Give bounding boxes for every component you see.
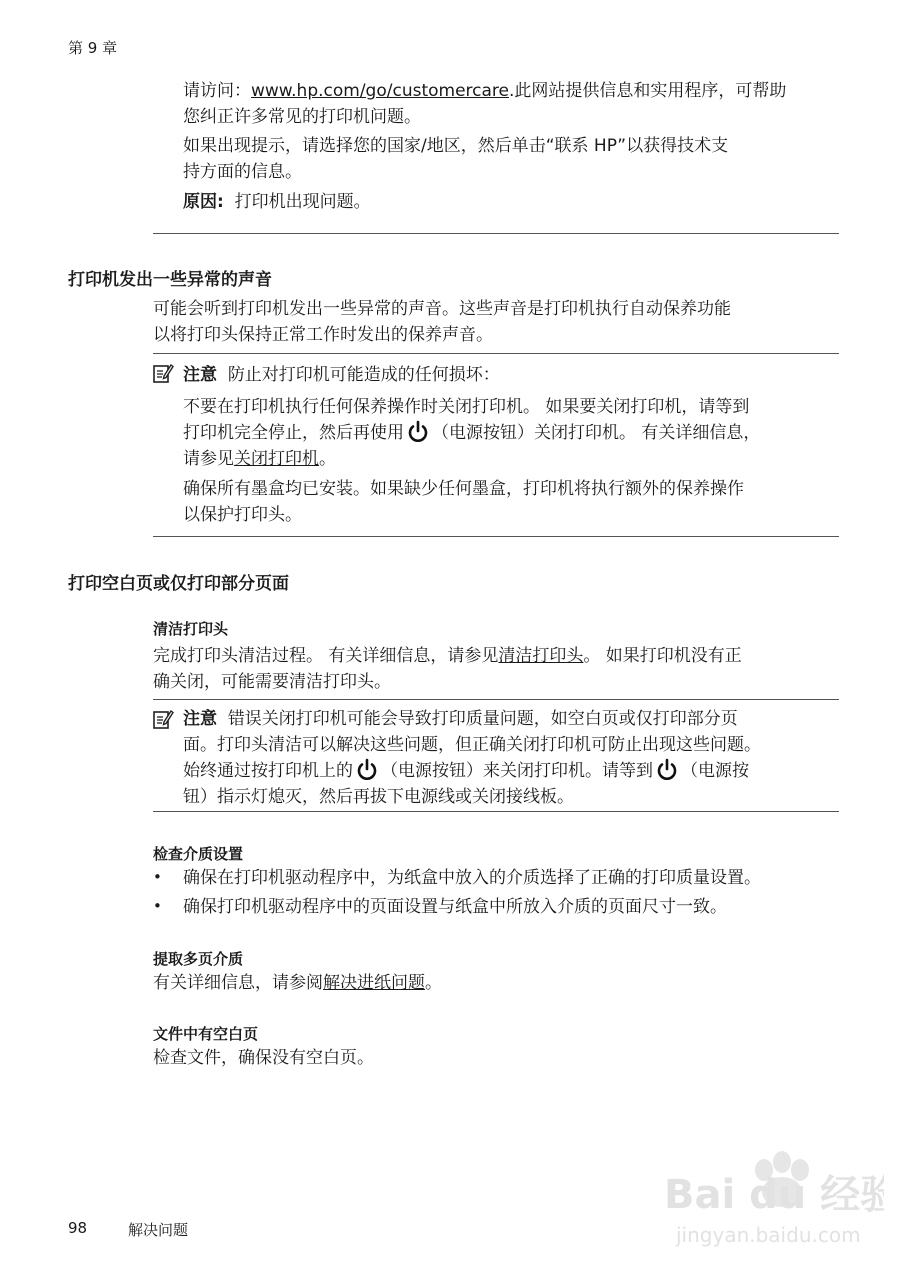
- note2-label: 注意: [183, 709, 217, 729]
- note-label: 注意: [183, 365, 217, 385]
- customercare-link[interactable]: www.hp.com/go/customercare: [251, 81, 509, 101]
- power-off-link[interactable]: 关闭打印机: [234, 449, 319, 469]
- baidu-watermark: [654, 1140, 884, 1250]
- note-p1-line-1: 不要在打印机执行任何保养操作时关闭打印机。 如果要关闭打印机，请等到: [183, 397, 750, 417]
- power-icon: [355, 758, 379, 780]
- note-p1-line-2a: 打印机完全停止，然后再使用: [183, 423, 404, 443]
- blank-pages-text: 检查文件，确保没有空白页。: [153, 1048, 374, 1068]
- bullet-marker: •: [153, 868, 162, 886]
- watermark-url: jingyan.baidu.com: [676, 1223, 861, 1247]
- clean-line-2: 确关闭，可能需要清洁打印头。: [153, 672, 391, 692]
- power-icon: [406, 420, 430, 442]
- clean-line-1b: 。 如果打印机没有正: [583, 646, 742, 666]
- chapter-header: 第 9 章: [68, 39, 118, 57]
- note-p2-line-1: 确保所有墨盒均已安装。如果缺少任何墨盒，打印机将执行额外的保养操作: [183, 479, 744, 499]
- note-p1-line-3a: 请参见: [183, 449, 234, 469]
- divider: [153, 233, 839, 234]
- prompt-line-2: 持方面的信息。: [183, 162, 302, 182]
- visit-suffix: .此网站提供信息和实用程序，可帮助: [509, 81, 787, 101]
- visit-paragraph: [183, 78, 843, 130]
- note-p1-line-2b: （电源按钮）关闭打印机。 有关详细信息，: [432, 423, 761, 443]
- prompt-paragraph: [183, 133, 843, 185]
- note-icon: [152, 708, 174, 730]
- note2-top-rule: [153, 699, 839, 700]
- note2-paragraph: [183, 706, 843, 810]
- note-p2-line-2: 以保护打印头。: [183, 505, 302, 525]
- noise-line-2: 以将打印头保持正常工作时发出的保养声音。: [153, 325, 493, 345]
- cause-label: 原因:: [183, 192, 224, 212]
- note2-line-2: 面。打印头清洁可以解决这些问题，但正确关闭打印机可防止出现这些问题。: [183, 735, 761, 755]
- note2-line-3a: 始终通过按打印机上的: [183, 761, 353, 781]
- power-icon: [655, 758, 679, 780]
- note-paragraph-1: [183, 394, 843, 472]
- page-number: 98: [68, 1219, 88, 1237]
- note-bottom-rule: [153, 536, 839, 537]
- multi-text-a: 有关详细信息，请参阅: [153, 973, 323, 993]
- clean-printhead-title: 清洁打印头: [153, 620, 229, 638]
- baidu-paw-icon: [654, 1140, 884, 1250]
- multi-pick-title: 提取多页介质: [153, 950, 244, 968]
- clean-paragraph: [153, 643, 843, 695]
- note-paragraph-2: [183, 476, 843, 528]
- media-bullet-1: 确保在打印机驱动程序中，为纸盒中放入的介质选择了正确的打印质量设置。: [183, 868, 761, 888]
- note2-line-4: 钮）指示灯熄灭，然后再拔下电源线或关闭接线板。: [183, 787, 574, 807]
- multi-pick-paragraph: [153, 970, 843, 996]
- note2-bottom-rule: [153, 811, 839, 812]
- cause-paragraph: [183, 189, 843, 215]
- visit-prefix: 请访问：: [183, 81, 251, 101]
- note2-line-3b: （电源按钮）来关闭打印机。请等到: [381, 761, 653, 781]
- cause-text: 打印机出现问题。: [234, 192, 371, 212]
- section-title-noise: 打印机发出一些异常的声音: [68, 270, 272, 290]
- noise-paragraph: [153, 296, 843, 348]
- media-settings-title: 检查介质设置: [153, 845, 244, 863]
- note-icon: [152, 362, 174, 384]
- blank-pages-title: 文件中有空白页: [153, 1025, 259, 1043]
- note2-line-3c: （电源按: [681, 761, 749, 781]
- paper-feed-link[interactable]: 解决进纸问题: [323, 973, 425, 993]
- multi-text-b: 。: [425, 973, 442, 993]
- clean-line-1a: 完成打印头清洁过程。 有关详细信息，请参见: [153, 646, 499, 666]
- section-title-blank-pages: 打印空白页或仅打印部分页面: [68, 574, 289, 594]
- note-head-text: 防止对打印机可能造成的任何损坏：: [227, 365, 500, 385]
- watermark-logo-text: Bai du 经验: [664, 1172, 884, 1218]
- footer-section: 解决问题: [128, 1221, 189, 1239]
- noise-line-1: 可能会听到打印机发出一些异常的声音。这些声音是打印机执行自动保养功能: [153, 299, 731, 319]
- note-top-rule: [153, 353, 839, 354]
- note-p1-line-3b: 。: [319, 449, 336, 469]
- visit-line-2: 您纠正许多常见的打印机问题。: [183, 107, 421, 127]
- prompt-line-1: 如果出现提示，请选择您的国家/地区，然后单击“联系 HP”以获得技术支: [183, 136, 729, 156]
- media-bullet-2: 确保打印机驱动程序中的页面设置与纸盒中所放入介质的页面尺寸一致。: [183, 897, 727, 917]
- note-head: [183, 362, 500, 388]
- bullet-marker: •: [153, 897, 162, 915]
- note2-line-1: 错误关闭打印机可能会导致打印质量问题，如空白页或仅打印部分页: [227, 709, 738, 729]
- clean-printhead-link[interactable]: 清洁打印头: [498, 646, 584, 666]
